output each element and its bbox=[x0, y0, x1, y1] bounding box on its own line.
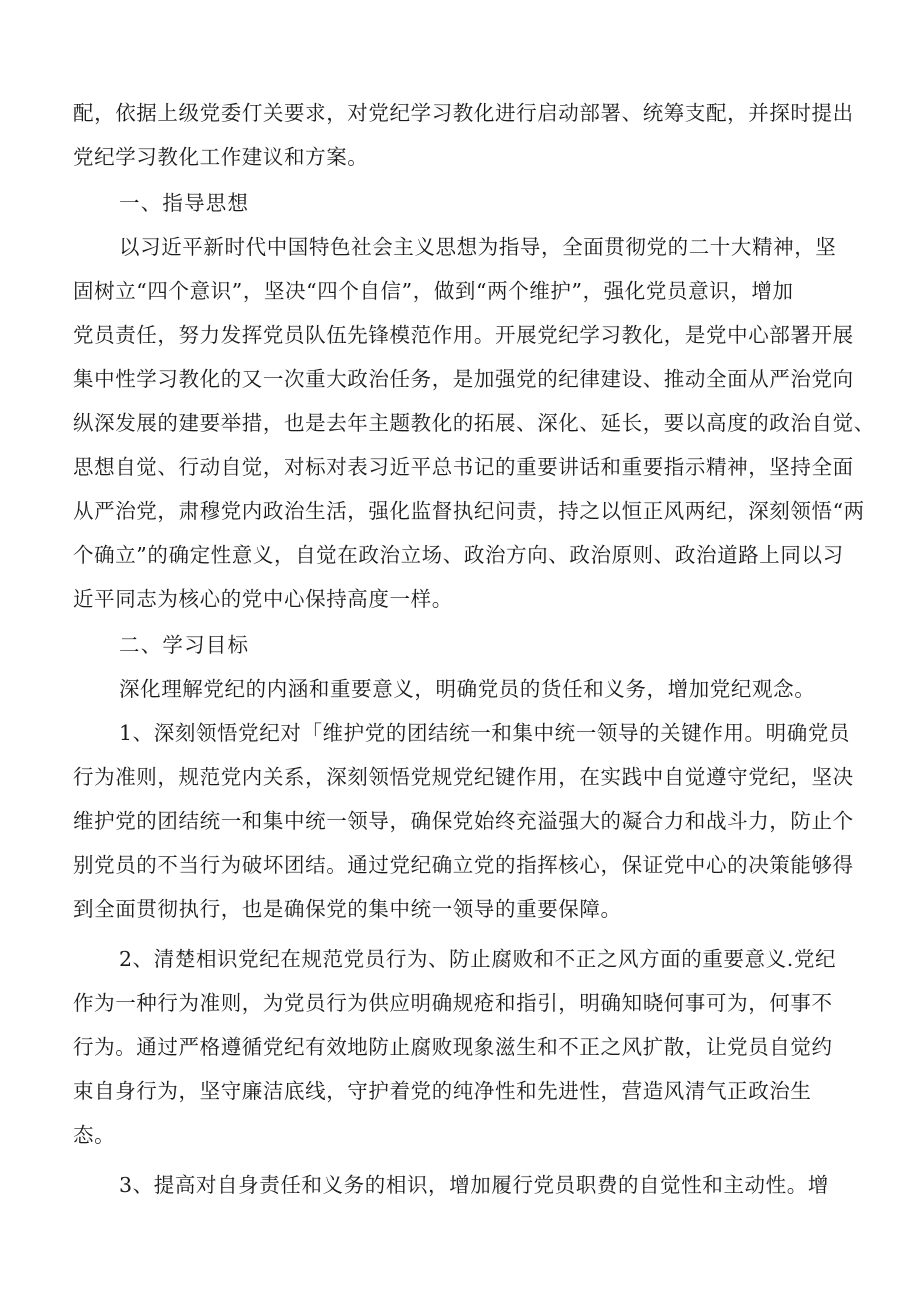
text-line: 集中性学习教化的又一次重大政治任务，是加强党的纪律建设、推动全面从严治党向 bbox=[73, 367, 854, 391]
text-line: 束自身行为，坚守廉洁底线，守护着党的纯净性和先进性，营造风清气正政治生 bbox=[73, 1079, 812, 1103]
text-line: 配，依据上级党委仃关要求，对党纪学习教化进行启动部署、统筹支配，并探时提出 bbox=[73, 101, 854, 125]
text-line: 近平同志为核心的党中心保持高度一样。 bbox=[73, 587, 453, 611]
text-line: 党员责任，努力发挥党员队伍先锋模范作用。开展党纪学习教化，是党中心部署开展 bbox=[73, 323, 854, 347]
text-line: 固树立“四个意识”，坚决“四个自信”，做到“两个维护”，强化党员意识，增加 bbox=[73, 279, 794, 303]
text-line: 别党员的不当行为破坏团结。通过党纪确立党的指挥核心，保证党中心的决策能够得 bbox=[73, 853, 854, 877]
text-line: 2、清楚相识党纪在规范党员行为、防止腐败和不正之风方面的重要意义.党纪 bbox=[119, 947, 837, 971]
text-line: 个确立”的确定性意义，自觉在政治立场、政治方向、政治原则、政治道路上同以习 bbox=[73, 543, 844, 567]
text-line: 到全面贯彻执行，也是确保党的集中统一领导的重要保障。 bbox=[73, 897, 622, 921]
text-line: 以习近平新时代中国特色社会主义思想为指导，全面贯彻党的二十大精神，坚 bbox=[119, 235, 837, 259]
text-line: 1、深刻领悟党纪对「维护党的团结统一和集中统一领导的关键作用。明确党员 bbox=[119, 721, 851, 745]
text-line: 态。 bbox=[73, 1123, 116, 1147]
section-heading-learning-goals: 二、学习目标 bbox=[119, 633, 250, 657]
text-line: 维护党的团结统一和集中统一领导，确保党始终充溢强大的凝合力和战斗力，防止个 bbox=[73, 809, 854, 833]
text-line: 纵深发展的建要举措，也是去年主题教化的拓展、深化、延长，要以高度的政治自觉、 bbox=[73, 411, 875, 435]
text-line: 党纪学习教化工作建议和方案。 bbox=[73, 145, 369, 169]
text-line: 3、提高对自身责任和义务的相识，增加履行党员职费的自觉性和主动性。增 bbox=[119, 1173, 829, 1197]
text-line: 深化理解党纪的内涵和重要意义，明确党员的货任和义务，增加党纪观念。 bbox=[119, 677, 816, 701]
text-line: 从严治党，肃穆党内政治生活，强化监督执纪问责，持之以恒正风两纪，深刻领悟“两 bbox=[73, 499, 865, 523]
section-heading-guiding-thought: 一、指导思想 bbox=[119, 191, 250, 215]
text-line: 思想自觉、行动自觉，对标对表习近平总书记的重要讲话和重要指示精神，坚持全面 bbox=[73, 455, 854, 479]
text-line: 行为准则，规范党内关系，深刻领悟党规党纪键作用，在实践中自觉遵守党纪，坚决 bbox=[73, 765, 854, 789]
text-line: 行为。通过严格遵循党纪有效地防止腐败现象滋生和不正之风扩散，让党员自觉约 bbox=[73, 1035, 833, 1059]
text-line: 作为一种行为准则，为党员行为供应明确规疮和指引，明确知晓何事可为，何事不 bbox=[73, 991, 833, 1015]
